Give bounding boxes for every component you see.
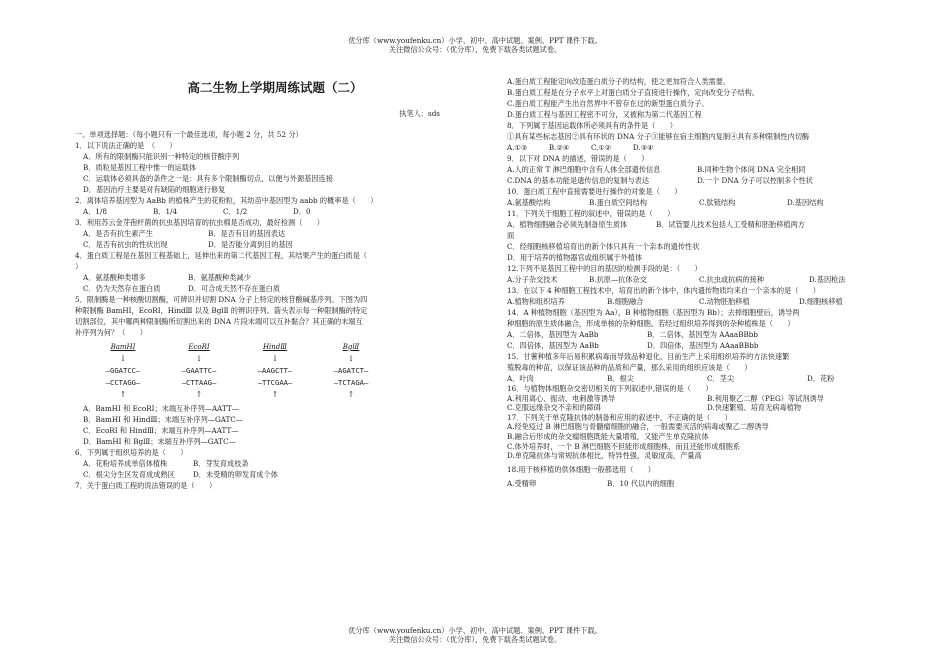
cut-arrow-up-icon: ↑ [347,390,355,399]
option: B．BamHⅠ 和 HindⅢ；末端互补序列—GATC— [83,415,243,424]
question-4 [75,250,475,294]
option: B.蛋白质工程是在分子水平上对蛋白质分子直接进行操作，定向改变分子结构。 [507,88,759,97]
question-18 [507,464,899,489]
question-stem: 10．蛋白质工程中直接需要进行操作的对象是（ ） [507,187,682,196]
option: C．根尖分生区发育成成熟区 [83,470,175,479]
option: A．叶肉 [507,374,534,383]
cut-arrow-up-icon: ↑ [195,390,203,399]
question-stem: 14．A 种植物细胞（基因型为 Aa），B 种植物细胞（基因型为 Bb）；去掉细胞壁后，诱导两 [507,308,800,317]
question-stem: 1．以下说法正确的是 （ ） [75,141,177,150]
option: D．0 [293,207,311,216]
cut-arrow-down-icon: ↓ [347,354,355,363]
question-6 [75,447,475,480]
question-13 [507,285,899,307]
option: A.①③ B.②④ C.①② D.③④ [507,143,654,152]
enzyme-hindiii [237,342,313,401]
question-stem: ） [75,262,83,271]
option: D．可合成天然不存在蛋白质 [188,284,281,293]
question-stem: 9．以下对 DNA 的描述，错误的是（ ） [507,154,649,163]
page-title: 高二生物上学期周练试题（二） [187,80,363,95]
option: A.经免疫过 B 淋巴细胞与骨髓瘤细胞的融合，一般需要灭活的病毒或聚乙二醇诱导 [507,422,769,432]
question-stem: 补序列为何？（ ） [75,328,147,337]
question-stem: 17．下列关于单克隆抗体的制备和应用的叙述中，不正确的是（ ） [507,412,732,422]
author: 执笔人：sds [399,109,440,118]
option: A.蛋白质工程能定向改造蛋白质分子的结构，使之更加符合人类需要。 [507,77,731,86]
option: D.基因枪法 [809,275,846,284]
option: 面 [507,231,515,240]
option: D．未受精的卵发育成个体 [193,470,278,479]
cut-arrow-down-icon: ↓ [195,354,203,363]
question-7-options [507,76,899,120]
question-stem: 18.用于核移植的供体细胞一般都选用（ ） [507,464,655,474]
option: C.蛋白质工程能产生出自然界中不曾存在过的新型蛋白质分子。 [507,99,709,108]
question-stem: 13．在以下 4 种细胞工程技术中，培育出的新个体中，体内遗传物质均来自一个亲本的是（ ） [507,286,820,295]
option: A．花粉培养成单倍体植株 [83,459,168,468]
option: C.肽链结构 [699,198,736,207]
option: C．四倍体，基因型为 AaBb [507,341,599,350]
question-stem: 8．下列属于基因运载体所必须具有的条件是（ ） [507,121,677,130]
option: C.抗虫或抗病的接种 [699,275,765,284]
option: D．基因治疗主要是对有缺陷的细胞进行修复 [83,185,226,194]
option: A.氨基酸结构 [507,198,551,207]
cut-arrow-up-icon: ↑ [119,390,127,399]
option: B.同种生物个体间 DNA 完全相同 [697,165,806,174]
option: C．是否有抗虫的性状出现 [83,240,168,249]
option: B．根尖 [607,374,634,383]
option: A．氨基酸种类增多 [83,273,146,282]
option: D．花粉 [807,374,835,383]
option: B．是否有目的基因表达 [208,229,286,238]
question-17 [507,413,899,461]
option: C.克服远缘杂交不亲和的障碍 [507,403,601,413]
enzyme-ecori [161,342,237,401]
option: D.基因结构 [787,198,824,207]
option: A．二倍体，基因型为 AaBb [507,330,599,339]
option: D．是否能分离到目的基因 [208,240,293,249]
question-stem: 种细胞的原生质体融合，形成单核的杂种细胞。若经过组织培养得到的杂种植株是（ ） [507,319,795,328]
option: B．芽发育成枝条 [193,459,249,468]
question-stem: 5．限制酶是一种核酸切割酶，可辨识并切割 DNA 分子上特定的核苷酸碱基序列。下图为四 [75,295,368,304]
enzyme-name: EcoRⅠ [188,343,210,351]
sequence-bottom: —CTTAAG— [181,378,217,387]
option: C.动物胚胎移植 [699,297,750,306]
question-stem: 6．下列属于组织培养的是（ ） [75,448,188,457]
question-8 [507,120,899,153]
option: C．1/2 [223,207,248,216]
option: D．BamHⅠ 和 BglⅡ；末端互补序列—GATC— [83,437,236,446]
footer-line: 优分库（www.youfenku.cn）小学、初中、高中试题、案例、PPT 课件下载。 [348,626,602,635]
question-stem: 切割部位，其中哪两种限制酶所切割出来的 DNA 片段末端可以互补黏合？其正确的末端互 [75,317,363,326]
footer-line: 关注微信公众号：（优分库），免费下载各类试题试卷。 [388,635,562,644]
question-9 [507,153,899,186]
option: C．仍为天然存在蛋白质 [83,284,161,293]
sequence-bottom: —TTCGAA— [257,378,293,387]
option: C．经细胞核移植培育出的新个体只具有一个亲本的遗传性状 [507,242,700,251]
question-15 [507,351,899,384]
option: A．1/8 [83,207,107,216]
enzyme-bglii [313,342,389,401]
cut-arrow-up-icon: ↑ [271,390,279,399]
enzyme-name: BamHⅠ [110,343,136,351]
option: D.细胞核移植 [799,297,843,306]
option: D.快速繁殖、培育无病毒植物 [707,403,802,413]
option: A．BamHⅠ 和 EcoRⅠ；末端互补序列—AATT— [83,404,239,413]
option: D．用于培养的植物器官或组织属于外植体 [507,253,643,262]
question-stem: 16．与植物体细胞杂交密切相关的下列叙述中,错误的是（ ） [507,384,713,393]
question-1 [75,140,475,195]
question-2 [75,195,475,217]
option: B.蛋白质空间结构 [589,198,647,207]
option: A．植物细胞融合必须先制备原生质体 B．试管婴儿技术包括人工受精和胚胎移植两方 [507,220,805,229]
question-stem: ①具有某些标志基因②具有环状的 DNA 分子③能够在宿主细胞内复制④具有多种限制性内切酶 [507,132,810,141]
question-14 [507,307,899,351]
option: B.融合后形成的杂交瘤细胞既能大量增殖，又能产生单克隆抗体 [507,431,709,441]
question-stem: 4．蛋白质工程是在基因工程基础上，延伸出来的第二代基因工程，其结果产生的蛋白质是（ [75,251,368,260]
sequence-bottom: —TCTAGA— [333,378,369,387]
option: A.分子杂交技术 [507,275,558,284]
option: D.一个 DNA 分子可以控制多个性状 [697,176,813,185]
header-line: 关注微信公众号：（优分库），免费下载各类试题试卷。 [388,45,562,54]
question-3 [75,217,475,250]
page-header [0,36,950,54]
question-stem: 2．离体培养基因型为 AaBb 的植株产生的花粉粒，其幼苗中基因型为 aabb 的概率是（ ） [75,196,378,205]
option: C.体外培养时，一个 B 淋巴细胞不但能形成细胞株，而且还能形成细胞系 [507,441,741,451]
option: B．1/4 [153,207,178,216]
option: B．二倍体，基因型为 AAaaBBbb [647,330,758,339]
left-column [75,76,475,491]
enzyme-name: HindⅢ [262,343,288,351]
option: D.单克隆抗体与常规抗体相比，特异性强，灵敏度高，产量高 [507,451,702,461]
option: A.人的正常 T 淋巴细胞中含有人体全部遗传信息 [507,165,661,174]
enzyme-diagram [85,342,475,401]
sequence-top: —GGATCC— [105,366,141,375]
question-stem: 3．利用苏云金芽孢杆菌的抗虫基因培育的抗虫棉是否成功，最好检测（ ） [75,218,324,227]
enzyme-bamhi [85,342,161,401]
question-stem: 12.下列不是基因工程中的目的基因的检测手段的是：（ ） [507,264,702,273]
option: A.植物和组织培养 [507,297,565,306]
sequence-top: —AAGCTT— [257,366,293,375]
header-line: 优分库（www.youfenku.cn）小学、初中、高中试题、案例、PPT 课件下载。 [348,36,602,45]
question-7-stem: 7．关于蛋白质工程的说法错误的是（ ） [75,481,217,490]
option: A．所有的限制酶只能识别一种特定的核苷酸序列 [83,152,240,161]
enzyme-name: BglⅡ [342,343,360,351]
question-12 [507,263,899,285]
question-stem: 殖脱毒的种苗，以保证该品种的品质和产量，那么采用的组织应该是（ ） [507,363,752,372]
page-footer [0,626,950,644]
option: B.利用聚乙二醇（PEG）等试剂诱导 [707,393,824,403]
question-stem: 15．甘薯种植多年后易积累病毒而导致品种退化，目前生产上采用组织培养的方法快速繁 [507,352,790,361]
question-stem: 11．下列关于细胞工程的叙述中，错误的是（ ） [507,209,675,218]
option: B．10 代以内的细胞 [607,478,675,488]
option: B.抗原—抗体杂交 [589,275,647,284]
sequence-top: —GAATTC— [181,366,217,375]
cut-arrow-down-icon: ↓ [271,354,279,363]
sequence-bottom: —CCTAGG— [105,378,141,387]
option: C．茎尖 [707,374,735,383]
option: A.利用离心、振动、电刺激等诱导 [507,393,616,403]
question-stem: 种限制酶 BamHⅠ，EcoRⅠ，HindⅢ 以及 BglⅡ 的辨识序列。箭头表示每一种限制酶的特定 [75,306,368,315]
question-5 [75,294,475,447]
option: A.受精卵 [507,478,537,488]
option: D.蛋白质工程与基因工程密不可分，又被称为第二代基因工程 [507,110,702,119]
sequence-top: —AGATCT— [333,366,369,375]
option: A．是否有抗生素产生 [83,229,153,238]
option: B.细胞融合 [607,297,644,306]
option: D．四倍体，基因型为 AAaaBBbb [647,341,759,350]
option: B．质粒是基因工程中惟一的运载体 [83,163,197,172]
option: C.DNA 的基本功能是遗传信息的复制与表达 [507,176,650,185]
question-16 [507,384,899,413]
cut-arrow-down-icon: ↓ [119,354,127,363]
question-10 [507,186,899,208]
section-heading: 一、单项选择题：（每小题只有一个最佳选项，每小题 2 分，共 52 分） [75,130,303,139]
option: C．运载体必须具备的条件之一是：具有多个限制酶切点，以便与外源基因连接 [83,174,333,183]
option: C．EcoRⅠ 和 HindⅢ；末端互补序列—AATT— [83,426,239,435]
option: B．氨基酸种类减少 [188,273,251,282]
question-11 [507,208,899,263]
right-column [507,76,899,489]
